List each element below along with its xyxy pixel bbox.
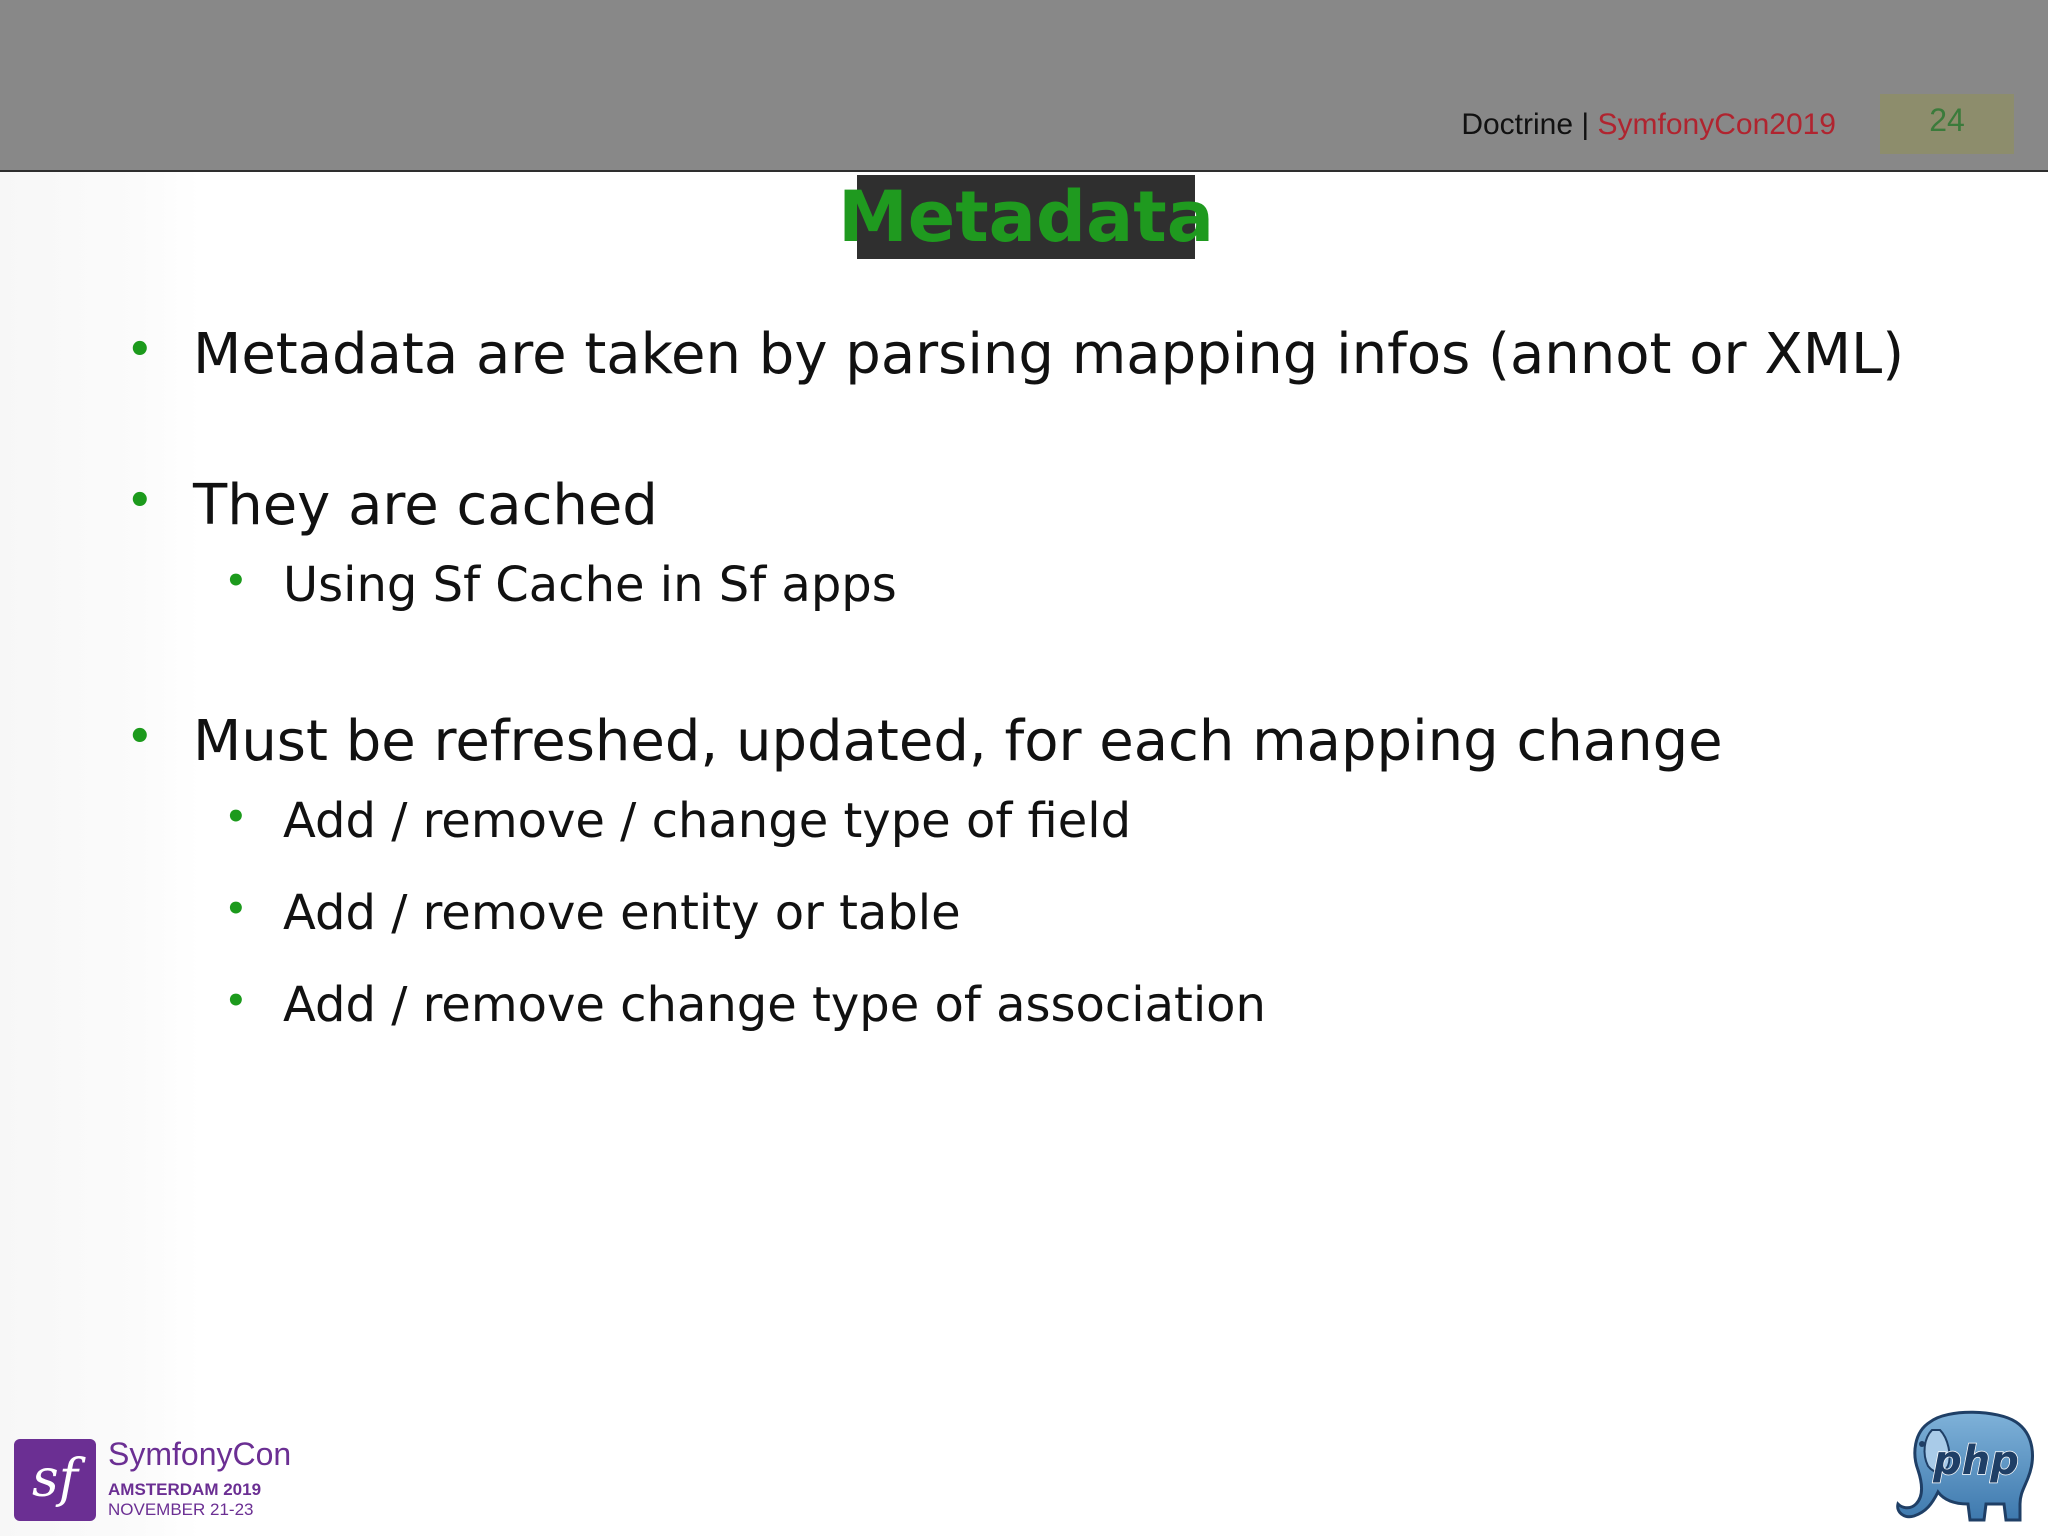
bullet-item [127, 473, 658, 538]
sub-bullet-item [225, 977, 1266, 1033]
header-event: SymfonyCon2019 [1597, 108, 1836, 141]
php-logo-graphic [1888, 1408, 2038, 1526]
bullet-dot: • [127, 478, 153, 524]
header-separator: | [1573, 108, 1598, 141]
symfonycon-logo [14, 1436, 304, 1522]
bullet-text: Add / remove entity or table [283, 885, 961, 941]
sub-bullet-item [225, 557, 897, 613]
bullet-text: They are cached [193, 473, 658, 538]
bullet-text: Must be refreshed, updated, for each mapping change [193, 709, 1723, 774]
bullet-dot: • [225, 981, 247, 1021]
php-elephant-icon [1888, 1408, 2038, 1526]
sub-bullet-item [225, 793, 1132, 849]
symfonycon-brand: SymfonyCon [108, 1436, 292, 1472]
header-topic: Doctrine [1461, 108, 1574, 141]
page-number: 24 [1880, 94, 2014, 154]
bullet-text: Add / remove / change type of field [283, 793, 1132, 849]
symfony-sf-icon: sf [14, 1439, 96, 1521]
bullet-text: Using Sf Cache in Sf apps [283, 557, 897, 613]
bullet-dot: • [225, 561, 247, 601]
slide-header [0, 0, 2048, 172]
header-caption [1461, 108, 1836, 142]
bullet-dot: • [225, 889, 247, 929]
bullet-item [127, 322, 1905, 387]
symfonycon-dates: NOVEMBER 21-23 [108, 1500, 254, 1519]
php-logo-text: php [1933, 1438, 2019, 1484]
sub-bullet-item [225, 885, 961, 941]
bullet-dot: • [127, 327, 153, 373]
bullet-text: Add / remove change type of association [283, 977, 1266, 1033]
bullet-dot: • [225, 797, 247, 837]
bullet-item [127, 709, 1723, 774]
slide-title: Metadata [838, 176, 1214, 258]
bullet-text: Metadata are taken by parsing mapping infos (annot or XML) [193, 322, 1905, 387]
title-box [838, 175, 1214, 259]
symfonycon-city: AMSTERDAM 2019 [108, 1480, 262, 1499]
bullet-dot: • [127, 714, 153, 760]
